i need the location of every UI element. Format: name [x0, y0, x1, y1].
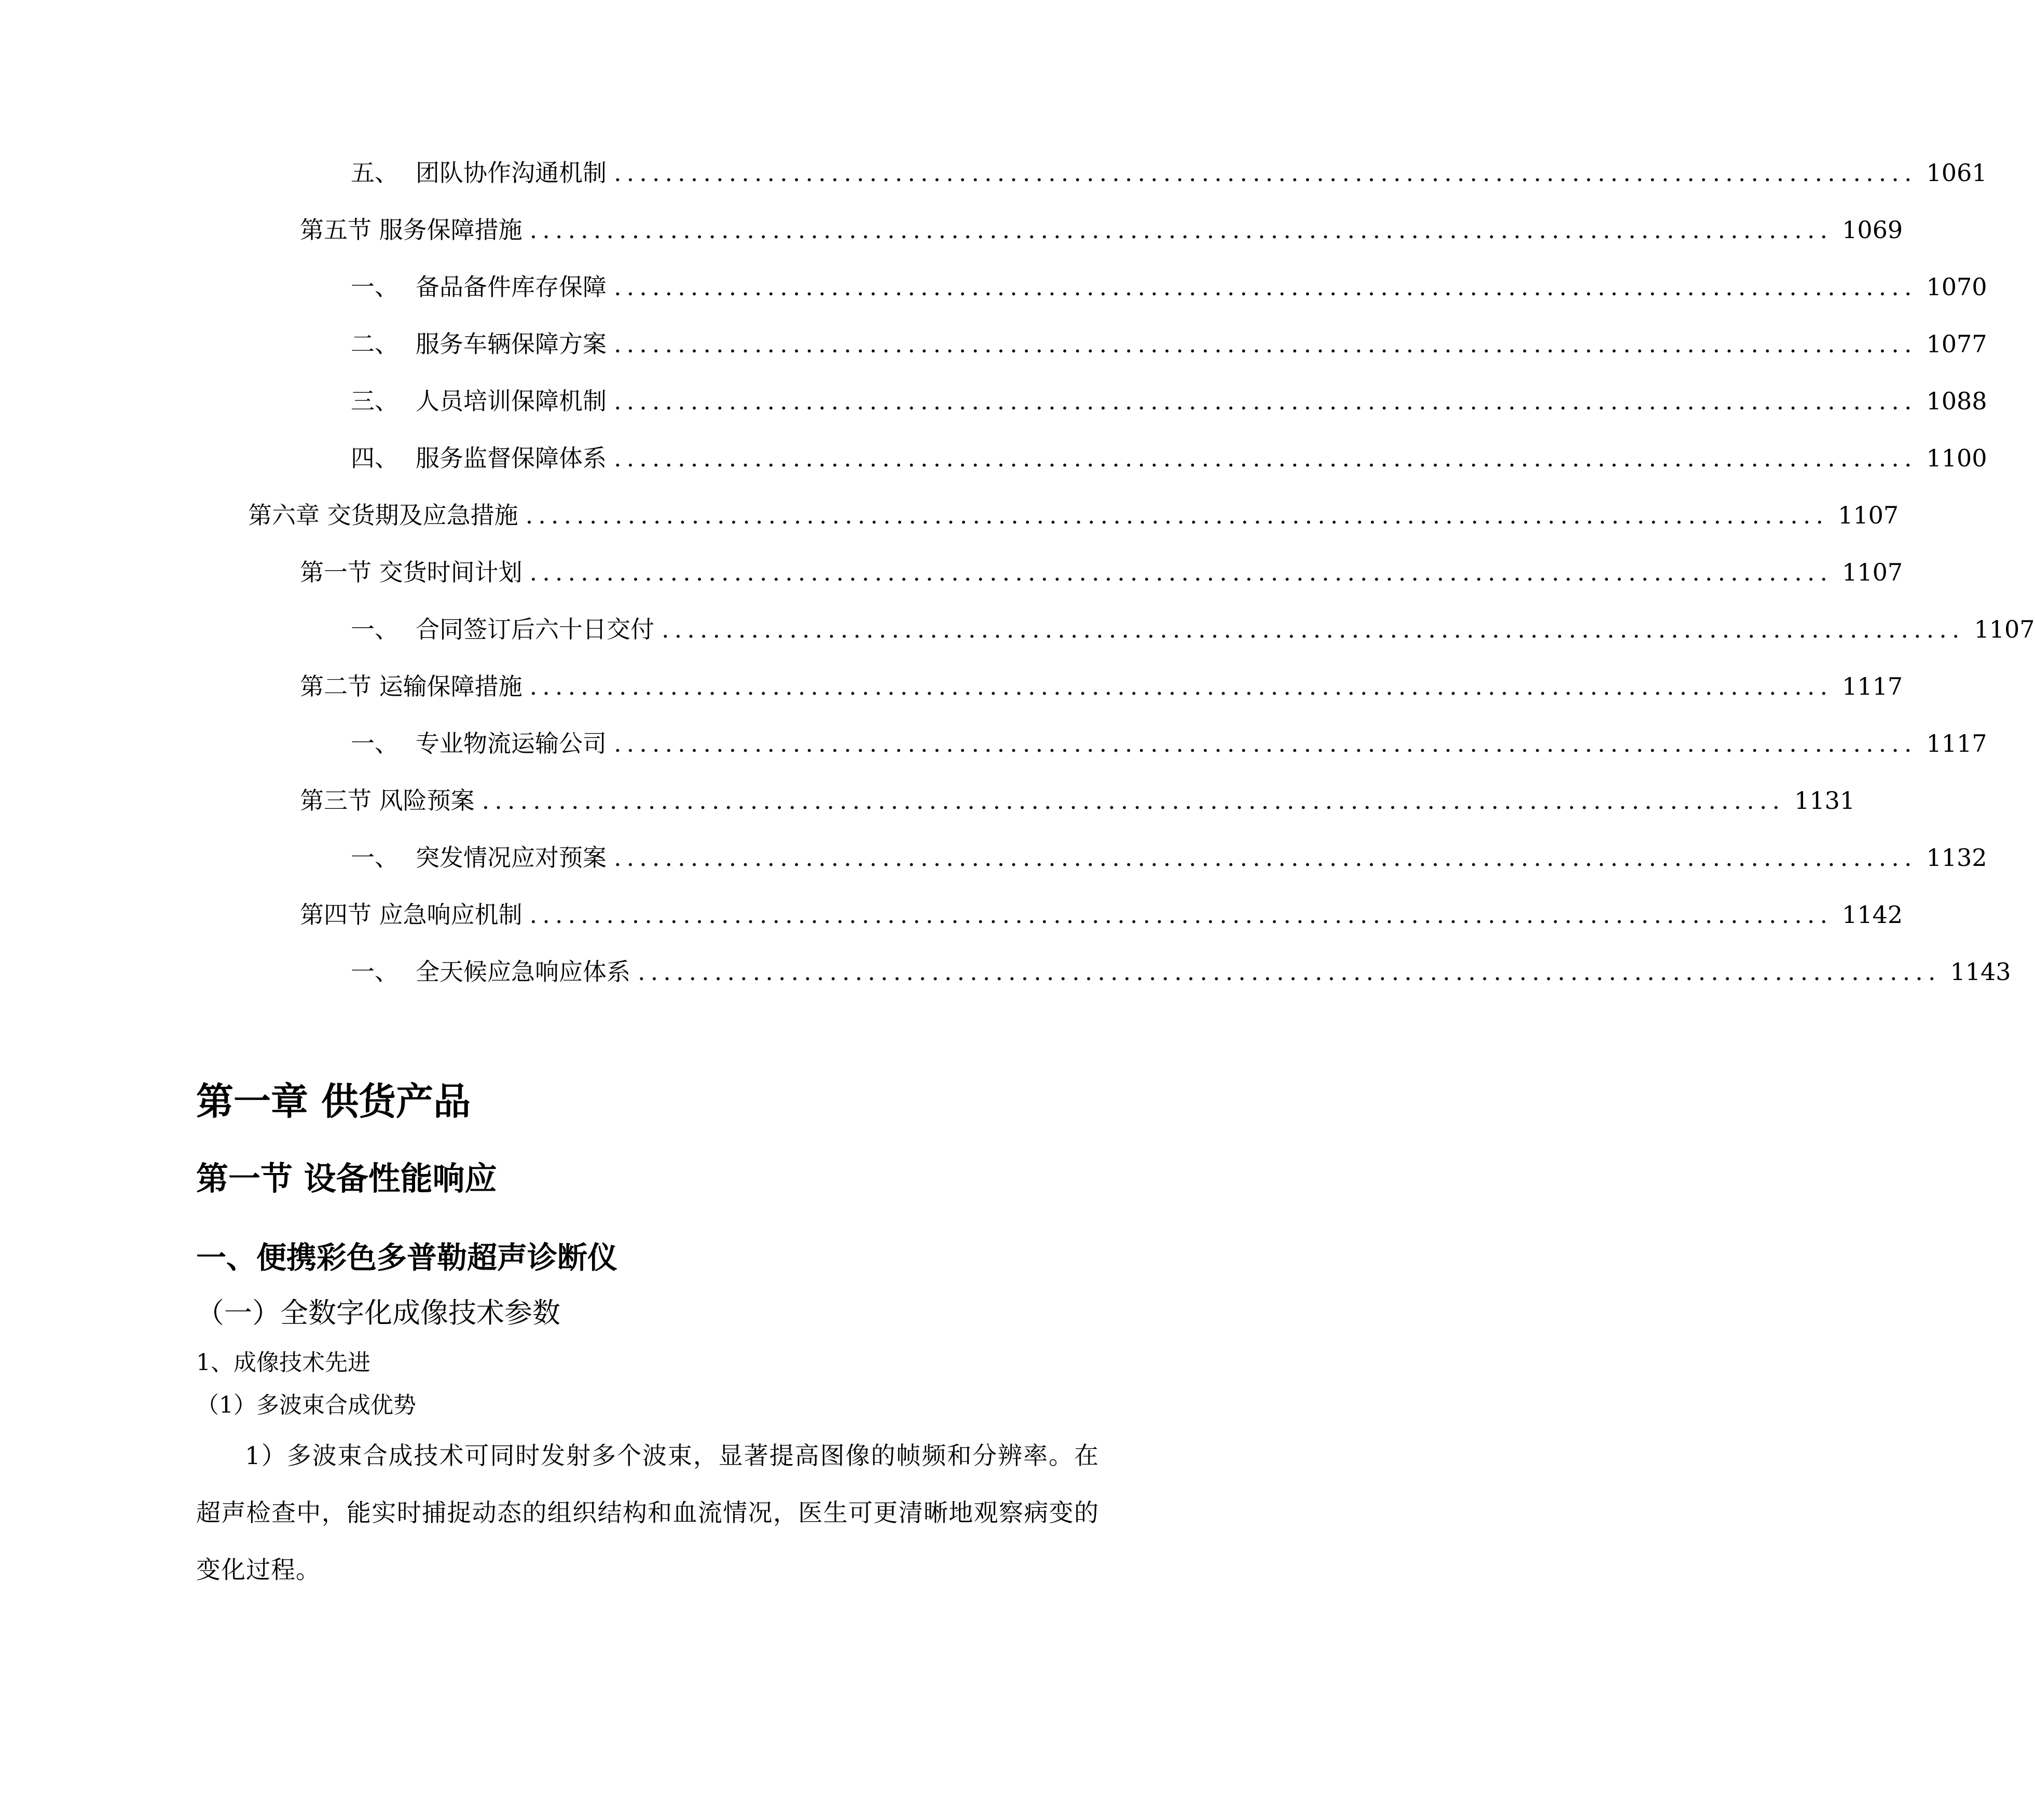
toc-entry[interactable] [0, 609, 2035, 650]
toc-entry[interactable] [0, 323, 1987, 365]
toc-entry-page: 1117 [1842, 672, 1903, 700]
toc-entry[interactable] [0, 266, 1987, 308]
toc-entry-page: 1069 [1842, 216, 1903, 244]
toc-entry-page: 1107 [1838, 501, 1899, 529]
toc-entry-page: 1088 [1926, 387, 1987, 415]
toc-leader-dots: ...................................................................................................... [638, 958, 1941, 986]
toc-entry-number: 一、 [351, 958, 398, 986]
toc-entry-number: 二、 [351, 330, 398, 358]
toc-entry-number: 三、 [351, 387, 398, 415]
toc-entry-page: 1100 [1926, 444, 1987, 472]
toc-entry[interactable] [0, 494, 1899, 536]
toc-leader-dots: ...................................................................................................... [614, 273, 1917, 301]
toc-entry-page: 1142 [1842, 901, 1903, 929]
toc-entry[interactable] [0, 780, 1855, 821]
toc-entry[interactable] [0, 437, 1987, 479]
toc-entry-title: 第三节 风险预案 [300, 787, 475, 815]
toc-entry-title: 第五节 服务保障措施 [300, 216, 522, 244]
subsection-heading: 一、便携彩色多普勒超声诊断仪 [196, 1240, 618, 1275]
toc-entry-number: 五、 [351, 159, 398, 187]
toc-entry-title: 团队协作沟通机制 [416, 159, 607, 187]
item-heading: 1、成像技术先进 [196, 1349, 370, 1376]
sub-item-heading: （1）多波束合成优势 [196, 1392, 416, 1418]
toc-leader-dots: ...................................................................................................... [614, 330, 1917, 358]
toc-entry-number: 一、 [351, 273, 398, 301]
chapter-heading: 第一章 供货产品 [196, 1080, 471, 1123]
toc-entry[interactable] [0, 723, 1987, 764]
toc-entry-page: 1070 [1926, 273, 1987, 301]
toc-entry-page: 1107 [1974, 615, 2035, 643]
toc-entry-title: 服务监督保障体系 [416, 444, 607, 472]
toc-entry-title: 第二节 运输保障措施 [300, 672, 522, 700]
toc-entry-title: 人员培训保障机制 [416, 387, 607, 415]
toc-entry[interactable] [0, 380, 1987, 422]
toc-entry[interactable] [0, 551, 1903, 593]
toc-entry-title: 备品备件库存保障 [416, 273, 607, 301]
sub-subsection-heading: （一）全数字化成像技术参数 [196, 1297, 560, 1329]
toc-entry[interactable] [0, 209, 1903, 251]
toc-entry-title: 突发情况应对预案 [416, 844, 607, 872]
toc-entry-title: 第一节 交货时间计划 [300, 558, 522, 586]
toc-entry-title: 第四节 应急响应机制 [300, 901, 522, 929]
toc-entry-title: 第六章 交货期及应急措施 [248, 501, 518, 529]
toc-entry-number: 一、 [351, 615, 398, 643]
toc-entry-number: 四、 [351, 444, 398, 472]
toc-leader-dots: ...................................................................................................... [614, 387, 1917, 415]
toc-leader-dots: ...................................................................................................... [529, 216, 1833, 244]
toc-entry-title: 合同签订后六十日交付 [416, 615, 654, 643]
toc-entry-title: 全天候应急响应体系 [416, 958, 630, 986]
toc-entry-title: 服务车辆保障方案 [416, 330, 607, 358]
toc-leader-dots: ...................................................................................................... [614, 844, 1917, 872]
toc-leader-dots: ...................................................................................................... [529, 672, 1833, 700]
toc-entry[interactable] [0, 666, 1903, 707]
toc-leader-dots: ...................................................................................................... [525, 501, 1829, 529]
toc-entry-page: 1131 [1794, 787, 1855, 815]
toc-entry-page: 1117 [1926, 729, 1987, 757]
toc-leader-dots: ...................................................................................................... [614, 729, 1917, 757]
toc-entry-number: 一、 [351, 844, 398, 872]
toc-leader-dots: ...................................................................................................... [529, 558, 1833, 586]
toc-entry-page: 1061 [1926, 159, 1987, 187]
toc-entry-number: 一、 [351, 729, 398, 757]
toc-leader-dots: ...................................................................................................... [482, 787, 1785, 815]
toc-entry-page: 1143 [1950, 958, 2011, 986]
toc-entry[interactable] [0, 837, 1987, 878]
toc-leader-dots: ...................................................................................................... [662, 615, 1965, 643]
toc-entry[interactable] [0, 894, 1903, 935]
toc-entry-title: 专业物流运输公司 [416, 729, 607, 757]
toc-leader-dots: ...................................................................................................... [529, 901, 1833, 929]
toc-entry[interactable] [0, 152, 1987, 194]
toc-leader-dots: ...................................................................................................... [614, 159, 1917, 187]
toc-entry[interactable] [0, 951, 2011, 992]
section-heading: 第一节 设备性能响应 [196, 1160, 497, 1197]
toc-entry-page: 1107 [1842, 558, 1903, 586]
toc-leader-dots: ...................................................................................................... [614, 444, 1917, 472]
body-paragraph: 1）多波束合成技术可同时发射多个波束，显著提高图像的帧频和分辨率。在超声检查中，能实时捕捉动态的组织结构和血流情况，医生可更清晰地观察病变的变化过程。 [196, 1442, 1099, 1584]
toc-entry-page: 1077 [1926, 330, 1987, 358]
toc-entry-page: 1132 [1926, 844, 1987, 872]
